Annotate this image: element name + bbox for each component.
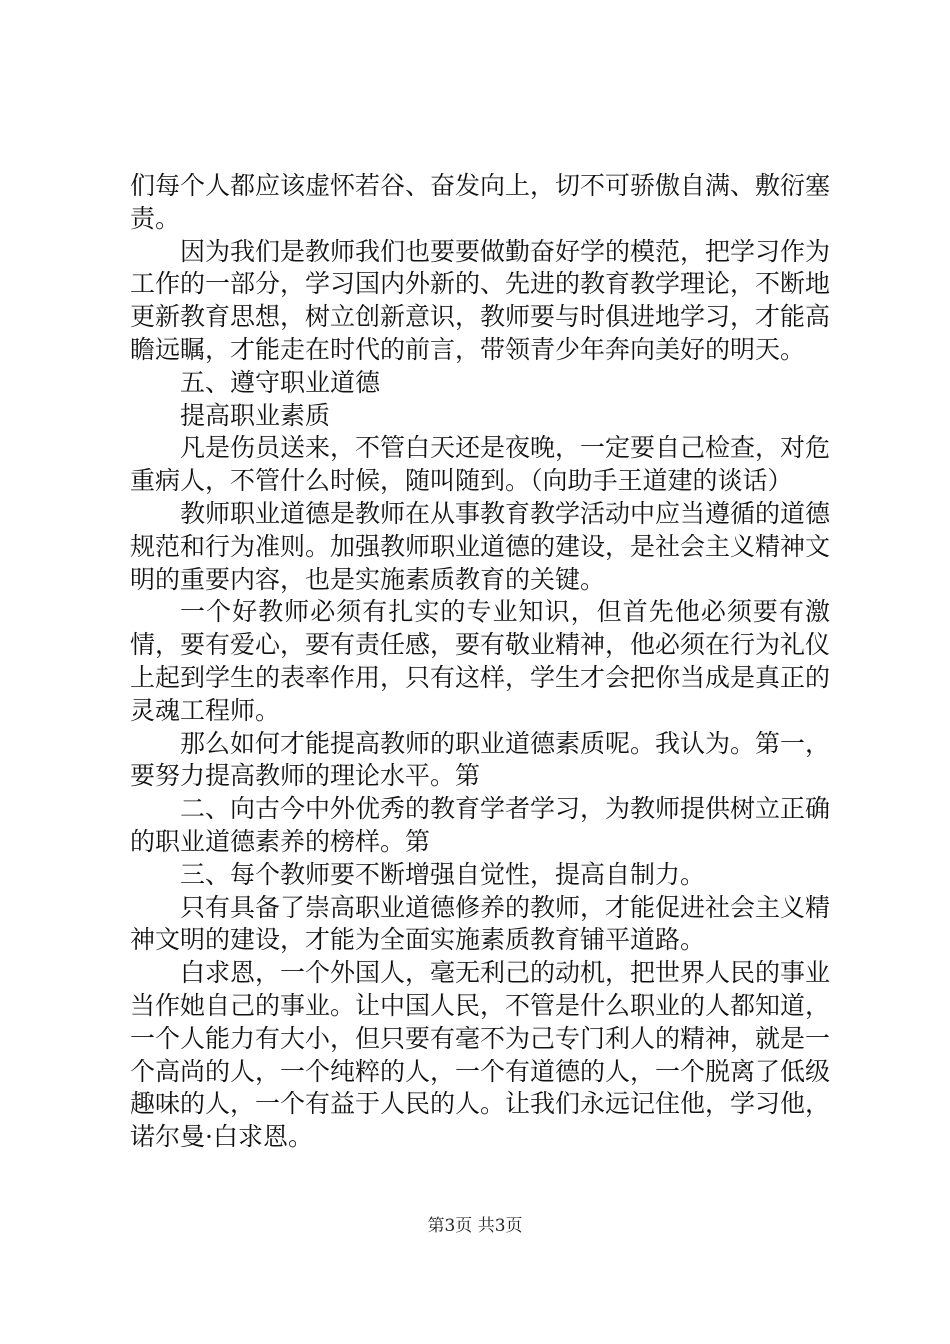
paragraph-9: 二、向古今中外优秀的教育学者学习，为教师提供树立正确的职业道德素养的榜样。第 — [130, 794, 831, 856]
paragraph-8: 那么如何才能提高教师的职业道德素质呢。我认为。第一，要努力提高教师的理论水平。第 — [130, 728, 831, 791]
paragraph-2: 因为我们是教师我们也要要做勤奋好学的模范，把学习作为工作的一部分，学习国内外新的、先进的教育教学理论，不断地更新教育思想，树立创新意识，教师要与时俱进地学习，才能高瞻远瞩，才能走在时代的前言，带领青少年奔向美好的明天。 — [130, 236, 831, 364]
page-number-label: 第3页 共3页 — [427, 1216, 523, 1236]
paragraph-11: 只有具备了崇高职业道德修养的教师，才能促进社会主义精神文明的建设，才能为全面实施素质教育铺平道路。 — [130, 892, 831, 955]
paragraph-10: 三、每个教师要不断增强自觉性，提高自制力。 — [180, 859, 706, 889]
section-heading-5: 五、遵守职业道德 — [180, 367, 381, 397]
quote-paragraph: 凡是伤员送来，不管白天还是夜晚，一定要自己检查，对危重病人，不管什么时候，随叫随到。（向助手王道建的谈话） — [130, 433, 831, 496]
paragraph-12: 白求恩，一个外国人，毫无利己的动机，把世界人民的事业当作她自己的事业。让中国人民，不管是什么职业的人都知道，一个人能力有大小，但只要有毫不为己专门利人的精神，就是一个高尚的人，一个纯粹的人，一个有道德的人，一个脱离了低级趣味的人，一个有益于人民的人。让我们永远记住他，学习他，诺尔曼·白求恩。 — [130, 958, 831, 1152]
section-subheading: 提高职业素质 — [180, 400, 331, 430]
paragraph-6: 教师职业道德是教师在从事教育教学活动中应当遵循的道德规范和行为准则。加强教师职业道德的建设，是社会主义精神文明的重要内容，也是实施素质教育的关键。 — [130, 498, 831, 594]
page-footer — [0, 1214, 950, 1238]
document-body — [130, 170, 830, 1154]
paragraph-1: 们每个人都应该虚怀若谷、奋发向上，切不可骄傲自满、敷衍塞责。 — [130, 171, 831, 233]
paragraph-7: 一个好教师必须有扎实的专业知识，但首先他必须要有激情，要有爱心，要有责任感，要有敬业精神，他必须在行为礼仪上起到学生的表率作用，只有这样，学生才会把你当成是真正的灵魂工程师。 — [130, 597, 831, 725]
